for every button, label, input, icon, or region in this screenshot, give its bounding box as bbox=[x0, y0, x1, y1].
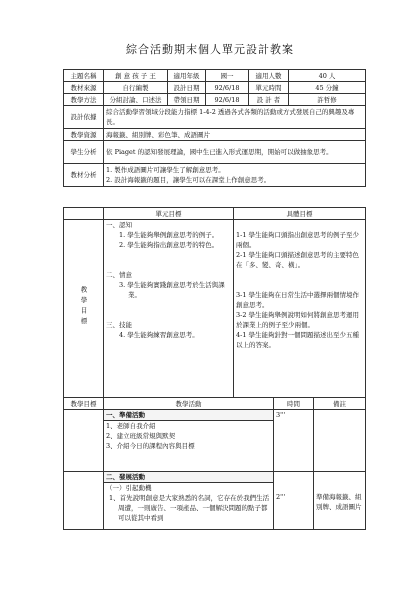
specific-goal: 1-1 學生能夠口頭指出創意思考的例子至少兩個。 bbox=[236, 231, 360, 249]
material-label: 教材分析 bbox=[64, 164, 104, 187]
activity-table bbox=[63, 397, 366, 530]
source-value: 自行編製 bbox=[104, 82, 168, 94]
resources-value: 海報籤、組別牌、彩色筆、成語圖片 bbox=[104, 129, 366, 141]
note-col-header: 備註 bbox=[314, 398, 366, 410]
activity-step: 1、首先說明創意是大家熟悉的名詞，它存在於我們生活周遭，一則廣告、一項產品、一個解決問題的點子都可以從其中看到 bbox=[109, 494, 270, 522]
unit-goal: 4. 學生能夠練習創意思考。 bbox=[119, 331, 199, 339]
unit-goals-header: 單元目標 bbox=[104, 208, 234, 220]
section-heading: 一、準備活動 bbox=[104, 410, 273, 421]
dev-note: 準備海報籤、組別牌、成語圖片 bbox=[314, 472, 366, 530]
grade-label: 適用年級 bbox=[168, 70, 206, 82]
dev-time: 2''' bbox=[274, 472, 314, 530]
specific-goals-header: 具體目標 bbox=[234, 208, 366, 220]
theme-label: 主題名稱 bbox=[64, 70, 104, 82]
specific-goals-list bbox=[234, 220, 366, 398]
goal-category: 一、認知 bbox=[106, 221, 132, 229]
student-value: 依 Piaget 的認知發展理論，國中生已進入形式運思期，開始可以做抽象思考。 bbox=[104, 141, 366, 164]
activity-col-header: 教學活動 bbox=[104, 398, 274, 410]
designer-label: 設 計 者 bbox=[249, 94, 289, 106]
basis-label: 設計依據 bbox=[64, 106, 104, 129]
method-label: 教學方法 bbox=[64, 94, 104, 106]
section-heading: 二、發展活動 bbox=[104, 472, 273, 483]
sub-heading: （一）引起動機 bbox=[106, 484, 152, 492]
page-title: 綜合活動期末個人單元設計教案 bbox=[126, 43, 294, 56]
specific-goal: 3-2 學生能夠舉例說明如何將創意思考運用於課業上的例子至少兩個。 bbox=[236, 311, 360, 329]
goal-col-header: 教學目標 bbox=[64, 398, 104, 410]
specific-goal: 2-1 學生能夠口頭描述創意思考的主要特色在「多、變、奇、橫」。 bbox=[236, 251, 360, 269]
persons-value: 40 人 bbox=[289, 70, 366, 82]
goal-category: 二、情意 bbox=[106, 271, 132, 279]
design-date-label: 設計日期 bbox=[168, 82, 206, 94]
resources-label: 教學資源 bbox=[64, 129, 104, 141]
unit-time-label: 單元時間 bbox=[249, 82, 289, 94]
goals-side-label: 教學目標 bbox=[64, 220, 104, 398]
lead-date-value: 92/6/18 bbox=[206, 94, 249, 106]
specific-goal: 4-1 學生能夠針對一個問題描述出至少五種以上的答案。 bbox=[236, 331, 360, 349]
goal-category: 三、技能 bbox=[106, 321, 132, 329]
theme-value: 創 意 孩 子 王 bbox=[104, 70, 168, 82]
lead-date-label: 帶領日期 bbox=[168, 94, 206, 106]
dev-activity bbox=[104, 472, 274, 530]
prep-activity bbox=[104, 410, 274, 472]
basis-value: 綜合活動學習領域分段能力指標 1-4-2 透過各式各類的活動或方式發展自己的興趣及專長。 bbox=[104, 106, 366, 129]
activity-step: 1、老師自我介紹 bbox=[106, 422, 156, 430]
specific-goal: 3-1 學生能夠在日常生活中選擇兩個情境作創意思考。 bbox=[236, 291, 360, 309]
persons-label: 適用人數 bbox=[249, 70, 289, 82]
prep-time: 3''' bbox=[274, 410, 314, 472]
material-item: 1. 製作成語圖片可讓學生了解創意思考。 bbox=[106, 166, 225, 174]
source-label: 教材來源 bbox=[64, 82, 104, 94]
unit-goals-list bbox=[104, 220, 234, 398]
material-item: 2. 設計海報籤的題目，讓學生可以在課堂上作創意思考。 bbox=[106, 176, 271, 184]
grade-value: 國一 bbox=[206, 70, 249, 82]
student-label: 學生分析 bbox=[64, 141, 104, 164]
activity-step: 2、建立班級常規與默契 bbox=[106, 432, 176, 440]
activity-step: 3、介紹今日的課程內容與目標 bbox=[106, 442, 195, 450]
designer-value: 許哲修 bbox=[289, 94, 366, 106]
unit-time-value: 45 分鐘 bbox=[289, 82, 366, 94]
goals-table bbox=[63, 207, 366, 398]
unit-goal: 2. 學生能夠指出創意思考的特色。 bbox=[119, 241, 219, 249]
method-value: 分組討論、口述法 bbox=[104, 94, 168, 106]
material-value bbox=[104, 164, 366, 187]
unit-goal: 1. 學生能夠舉例創意思考的例子。 bbox=[119, 231, 219, 239]
time-col-header: 時間 bbox=[274, 398, 314, 410]
unit-goal: 3. 學生能夠實踐創意思考於生活與課業。 bbox=[119, 281, 225, 299]
design-date-value: 92/6/18 bbox=[206, 82, 249, 94]
info-table bbox=[63, 69, 366, 187]
